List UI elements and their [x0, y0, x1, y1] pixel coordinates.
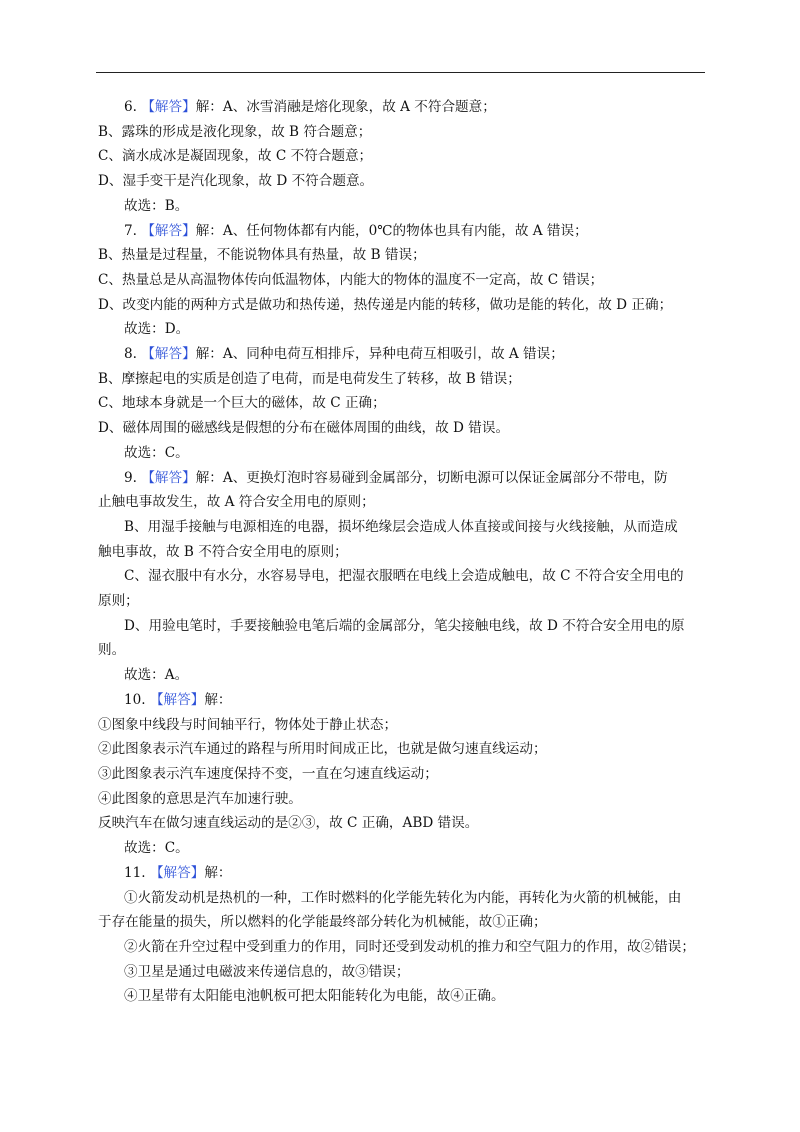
q10-item-1: ①图象中线段与时间轴平行，物体处于静止状态； [98, 716, 398, 733]
q11-number: 11. [124, 864, 146, 881]
solution-tag: 【解答】 [141, 346, 196, 363]
q10-item-4: ④此图象的意思是汽车加速行驶。 [98, 790, 302, 807]
answer-label: 故选： [124, 444, 165, 461]
q9-answer [98, 663, 708, 688]
q6-header [98, 95, 708, 120]
answer-content [98, 95, 708, 1009]
q6-option-d: D、湿手变干是汽化现象，故 D 不符合题意。 [98, 173, 374, 190]
solution-tag: 【解答】 [141, 222, 196, 239]
q10-answer-value: C。 [164, 840, 189, 857]
q10-header [98, 688, 708, 713]
q6-number: 6. [124, 99, 137, 115]
q10-answer [98, 836, 708, 861]
q9-option-a-line2: 止触电事故发生，故 A 符合安全用电的原则； [98, 494, 375, 511]
solution-tail: 解： [195, 469, 223, 486]
q11-item-4: ④卫星带有太阳能电池帆板可把太阳能转化为电能，故④正确。 [124, 988, 505, 1005]
solution-tail: 解： [195, 222, 223, 239]
q7-option-b: B、热量是过程量，不能说物体具有热量，故 B 错误； [98, 247, 426, 264]
q6-answer [98, 194, 708, 219]
q8-answer-value: C。 [164, 444, 189, 461]
q8-option-c: C、地球本身就是一个巨大的磁体，故 C 正确； [98, 395, 386, 412]
q8-number: 8. [124, 346, 137, 363]
solution-tag: 【解答】 [141, 99, 196, 115]
q7-option-c: C、热量总是从高温物体传向低温物体，内能大的物体的温度不一定高，故 C 错误； [98, 271, 604, 288]
q8-option-a: A、同种电荷互相排斥，异种电荷互相吸引，故 A 错误； [222, 346, 564, 363]
solution-tag: 【解答】 [141, 469, 196, 486]
q9-option-b-line2: 触电事故，故 B 不符合安全用电的原则； [98, 543, 348, 560]
q9-option-c-line1: C、湿衣服中有水分，水容易导电，把湿衣服晒在电线上会造成触电，故 C 不符合安全用电的 [124, 568, 684, 585]
q8-header [98, 342, 708, 367]
solution-tag: 【解答】 [149, 864, 205, 881]
answer-label: 故选： [124, 321, 165, 338]
q9-option-c-line2: 原则； [98, 593, 139, 610]
q11-item-1-line1: ①火箭发动机是热机的一种，工作时燃料的化学能先转化为内能，再转化为火箭的机械能，由 [124, 889, 682, 906]
q11-item-1-line2: 于存在能量的损失，所以燃料的化学能最终部分转化为机械能，故①正确； [98, 914, 547, 931]
q7-header [98, 219, 708, 244]
q9-option-d-line1: D、用验电笔时，手要接触验电笔后端的金属部分，笔尖接触电线，故 D 不符合安全用电的原 [124, 617, 685, 634]
solution-tail: 解： [204, 864, 232, 881]
q8-option-d: D、磁体周围的磁感线是假想的分布在磁体周围的曲线，故 D 错误。 [98, 420, 510, 437]
q9-option-d-line2: 则。 [98, 642, 126, 659]
q10-summary: 反映汽车在做匀速直线运动的是②③，故 C 正确，ABD 错误。 [98, 815, 479, 832]
q8-answer [98, 441, 708, 466]
q9-number: 9. [124, 469, 137, 486]
solution-tail: 解： [204, 691, 232, 708]
answer-label: 故选： [124, 197, 165, 214]
q6-option-c: C、滴水成冰是凝固现象，故 C 不符合题意； [98, 148, 373, 165]
q11-item-3: ③卫星是通过电磁波来传递信息的，故③错误； [124, 963, 410, 980]
q9-header [98, 466, 708, 491]
q6-answer-value: B。 [164, 197, 189, 214]
q9-option-a-line1: A、更换灯泡时容易碰到金属部分，切断电源可以保证金属部分不带电，防 [222, 469, 668, 486]
q7-number: 7. [124, 222, 137, 239]
header-rule [96, 72, 705, 73]
q9-answer-value: A。 [164, 667, 189, 684]
q7-option-d: D、改变内能的两种方式是做功和热传递，热传递是内能的转移，做功是能的转化，故 D 正确； [98, 296, 673, 313]
q6-option-a: A、冰雪消融是熔化现象，故 A 不符合题意； [222, 99, 496, 115]
q10-item-2: ②此图象表示汽车通过的路程与所用时间成正比，也就是做匀速直线运动； [98, 741, 547, 758]
q11-header [98, 861, 708, 886]
q7-option-a: A、任何物体都有内能，0℃的物体也具有内能，故 A 错误； [222, 222, 588, 239]
solution-tag: 【解答】 [149, 691, 205, 708]
answer-label: 故选： [124, 667, 165, 684]
solution-tail: 解： [195, 99, 223, 115]
q7-answer-value: D。 [164, 321, 190, 338]
q6-option-b: B、露珠的形成是液化现象，故 B 符合题意； [98, 123, 372, 140]
solution-tail: 解： [195, 346, 223, 363]
q7-answer [98, 317, 708, 342]
q8-option-b: B、摩擦起电的实质是创造了电荷，而是电荷发生了转移，故 B 错误； [98, 370, 521, 387]
q10-item-3: ③此图象表示汽车速度保持不变，一直在匀速直线运动； [98, 765, 438, 782]
q11-item-2: ②火箭在升空过程中受到重力的作用，同时还受到发动机的推力和空气阻力的作用，故②错误； [124, 938, 695, 955]
q9-option-b-line1: B、用湿手接触与电源相连的电器，损坏绝缘层会造成人体直接或间接与火线接触，从而造成 [124, 518, 678, 535]
q10-number: 10. [124, 691, 146, 708]
answer-label: 故选： [124, 840, 165, 857]
